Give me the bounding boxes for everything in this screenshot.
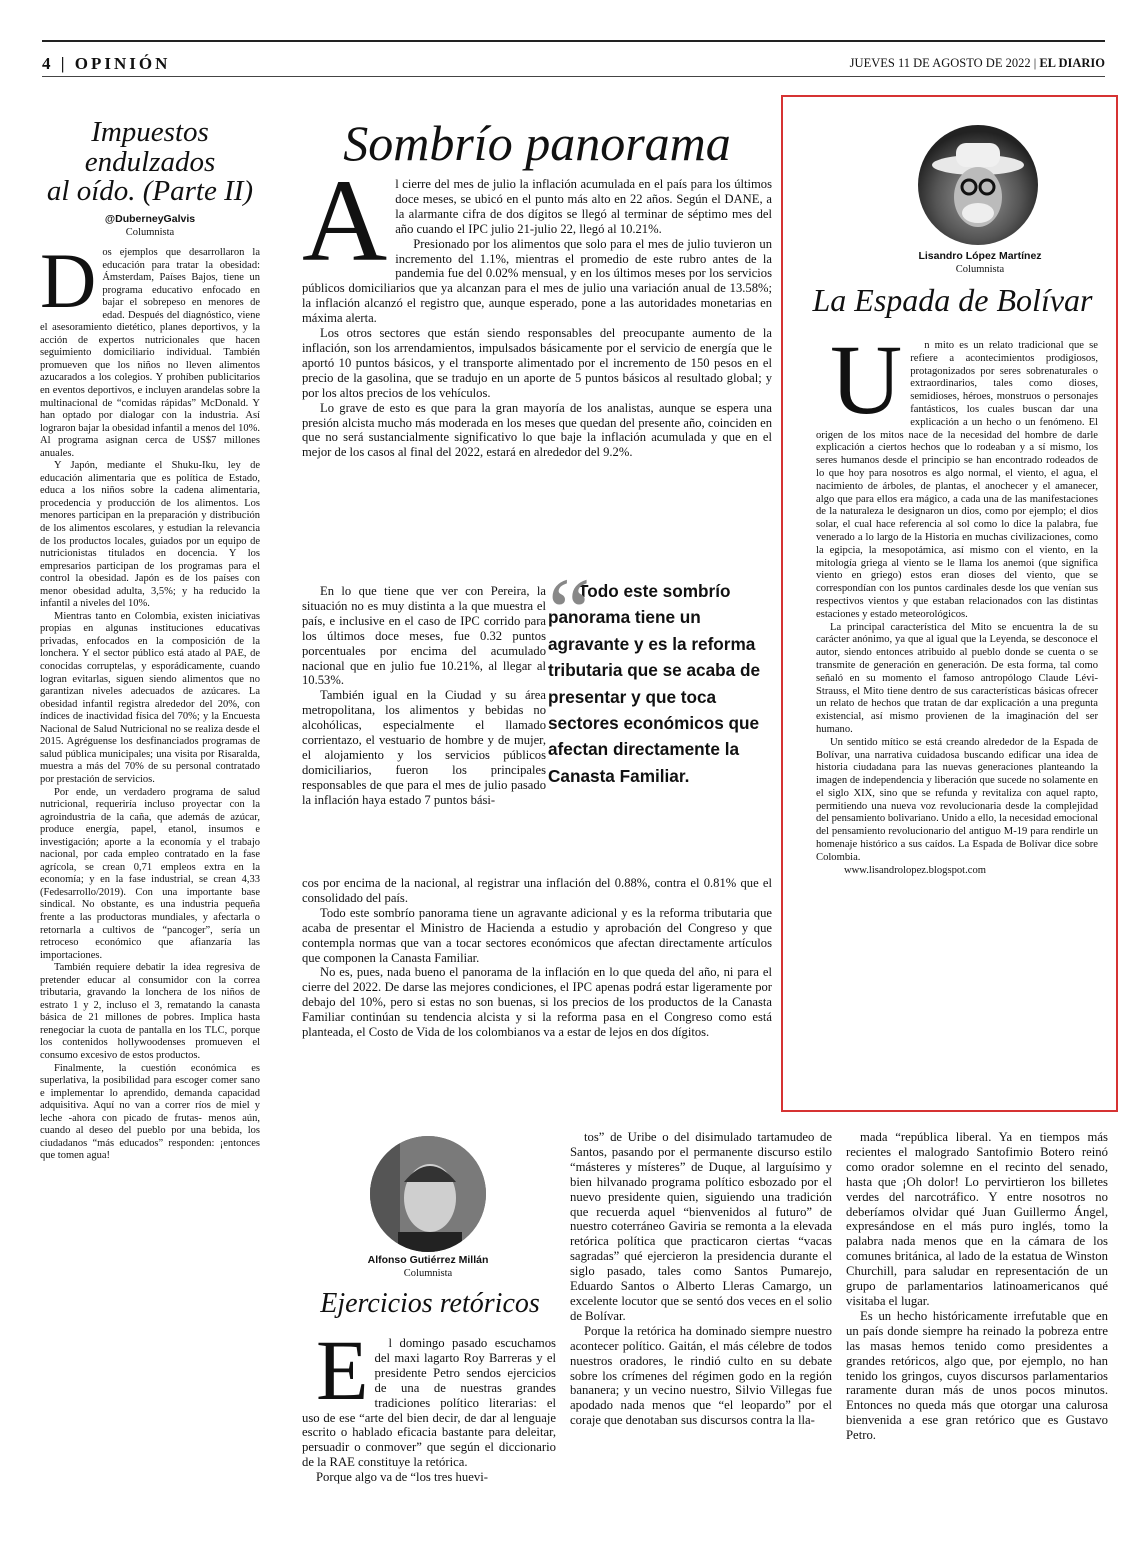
bottom-col-2: tos” de Uribe o del disimulado tartamudeo de Santos, pasando por el permanente discurso estilo “másteres y místeres” de Duque, al larguísimo y bien hilvanado programa político esbozado por el nuevo presidente quien, siguiendo una tradición que recuerda aquel “bienvenidos al futuro” de nuestro coterráneo Gaviria se remonta a la elevada retórica política que practicaron ciertas “vacas sagradas” qué ejercieron la presidencia durante el siglo pasado, tales como Santos Pumarejo, Eduardo Santos o Alberto Lleras Camargo, un excelente locutor que se sentó dos veces en el solio de Bolívar. Porque la retórica ha dominado siempre nuestro acontecer político. Gaitán, el más célebre de todos nuestros oradores, le rindió culto en su debate sobre los crímenes del régimen godo en la región bananera; y un vecino nuestro, Silvio Villegas fue apodado nada menos que “el leopardo” por el coraje que denotaban sus discursos contra la lla- [570, 1130, 832, 1428]
bottom-col-1: E l domingo pasado escuchamos del maxi lagarto Roy Barreras y el presidente Petro sendos ejercicios de una de nuestras grandes tradiciones político literarias: el uso de ese “arte del bien decir, de dar al lenguaje escrito o hablado eficacia bastante para deleitar, persuadir o conmover” que según el diccionario de la RAE constituye la retórica. Porque algo va de “los tres huevi- [302, 1336, 556, 1485]
issue-date: JUEVES 11 DE AGOSTO DE 2022 | EL DIARIO [849, 56, 1105, 70]
author-photo [918, 125, 1038, 245]
drop-cap: D [40, 236, 97, 324]
drop-cap: E [316, 1336, 369, 1418]
editorial-title: Sombrío panorama [343, 118, 731, 171]
drop-cap: U [830, 340, 903, 435]
right-column: U n mito es un relato tradicional que se refiere a acontecimientos prodigiosos, protagonizados por seres sobrenaturales o extraordinarios, tales como dioses, semidioses, héroes, monstruos o personajes fantásticos, los cuales buscan dar una explicación a un hecho o un fenómeno. El origen de los mitos nace de la necesidad del hombre de darle explicación a ciertos hechos que lo rodeaban y a sí mismo, los seres humanos desde el principio se han encontrado rodeados de lo que hoy para nosotros es algo normal, el viento, el agua, el nacimiento de árboles, de plantas, el anochecer y el amanecer, algo que para ellos era mágico, a cada una de las manifestaciones de la naturaleza le designaron un dios, como por ejemplo; el dios solar, el cual hace referencia al sol como lo dice la palabra, fue venerado a lo largo de la Historia en muchas civilizaciones, como la egipcia, la mesopotámica, así mismo con el viento, en la mitología griega al viento se le llama los anemoi (que significa viento en griego) estos eran dioses del viento, que se correspondían con los puntos cardinales desde los que venían sus respectivos vientos y que estaban relacionados con las distintas estaciones y estado meteorológicos. La principal característica del Mito se encuentra la de su carácter anónimo, ya que al igual que la Leyenda, se desconoce el autor, siendo entonces atribuido al pueblo donde se cuenta o se transmite de generación en generación. De esta forma, tal como señaló en su momento el famoso antropólogo Claude Lévi-Strauss, el Mito tiene dentro de sus características básicas ofrecer un relato de hechos que tratan de dar explicación a una pregunta existencial, así mismo provienen de la imaginación del ser humano. Un sentido mítico se está creando alrededor de la Espada de Bolívar, una narrativa cuidadosa buscando edificar una idea de historia ciudadana para las nuevas generaciones planteando la imagen de independencia y liberación que sucede no solamente en el siglo XIX, sino que se refunda y revitaliza con aquel rapto, permitiendo una nueva voz revolucionaria desde la complejidad del pensamiento bolivariano. Unido a ello, la necesidad emocional del pensamiento revolucionario del antiguo M-19 para rendirle un homenaje histórico a sus caídos. La Espada de Bolívar dice sobre Colombia. www.lisandrolopez.blogspot.com [816, 340, 1098, 876]
website-link[interactable]: www.lisandrolopez.blogspot.com [844, 864, 987, 876]
byline: Lisandro López Martínez Columnista [918, 250, 1042, 276]
editorial: Sombrío panorama Al cierre del mes de julio la inflación acumulada en el país para los últimos doce meses, se ubicó en el punto más alto en 22 años. Según el DANE, a la alarmante cifra de dos dígitos se llegó al terminar de séptimo mes del año cuando el IPC julio 21-julio 22, llegó al 10.21%. Presionado por los alimentos que solo para el mes de julio tuvieron un incremento del 1.1%, mientras el promedio de este rubro antes de la pandemia fue del 0.02% mensual, y en los últimos meses por los servicios públicos domiciliarios que ya alcanzan para el mes de julio una variación anual de 13.58%; la inflación alcanzó el registro que, aunque esperado, pone a las autoridades monetarias en máxima alerta. Los otros sectores que están siendo responsables del preocupante aumento de la inflación, son los arrendamientos, impulsados básicamente por el servicio de energía que le aportó 10 puntos básicos, y el transporte alimentado por el incremento de 150 pesos en el precio de la gasolina, que se tradujo en un aporte de 5 puntos básicos al resultado global; y por los altos precios de los vehículos. Lo grave de esto es que para la gran mayoría de los analistas, aunque se espera una presión alcista mucho más moderada en los meses que quedan del presente año, coinciden en que no será sustancialmente significativo lo que baje la inflación acumulada y que en el mejor de los casos al final del 2022, estará en alrededor del 9.2%. [302, 118, 772, 460]
column-title: Ejercicios retóricos [320, 1288, 540, 1319]
byline: Alfonso Gutiérrez Millán Columnista [367, 1254, 489, 1280]
section-label: 4 | OPINIÓN [42, 54, 171, 73]
page-header [42, 40, 1105, 77]
editorial-tail: cos por encima de la nacional, al registrar una inflación del 0.88%, contra el 0.81% que el consolidado del país. Todo este sombrío panorama tiene un agravante adicional y es la reforma tributaria que acaba de presentar el Ministro de Hacienda a estudio y aprobación del Congreso y que contempla normas que van a tocar sectores económicos que afectan directamente artículos que componen la Canasta Familiar. No es, pues, nada bueno el panorama de la inflación en lo que queda del año, ni para el cierre del 2022. De darse las mejores condiciones, el IPC apenas podrá estar ligeramente por debajo del 10%, pero si estas no son buenas, si los precios de los productos de la Canasta Familiar continúan su tendencia alcista y si la reforma pasa en el Congreso como está planteada, el Costo de Vida de los colombianos va a estar de lejos en dos dígitos. [302, 876, 772, 1040]
left-column: Impuestos endulzados al oído. (Parte II) @DuberneyGalvis Columnista Dos ejemplos que desarrollaron la educación para tratar la obesidad: Ámsterdam, Países Bajos, tiene un programa educativo enfocado en bajar el sobrepeso en menores de edad. Después del diagnóstico, viene el asesoramiento dietético, planes deportivos, y la acción de expertos nutricionales que hacen seguimiento domiciliario individual. También promueven que los niños no lleven alimentos azucarados a los colegios. Y prohíben publicitarios en eventos deportivos, e incluyen arandelas sobre la multinacional de “comidas rápidas” McDonald. Y han optado por dialogar con la industria. Así lograron bajar la obesidad infantil a menos del 10%. Al programa asignan cerca de US$7 millones anuales. Y Japón, mediante el Shuku-Iku, ley de educación alimentaria que es política de Estado, educa a los niños sobre la cadena alimentaria, procedencia y producción de los alimentos. Los menores participan en la preparación y distribución de los alimentos escolares, y estudian la relevancia de los productos locales, guiados por un equipo de nutricionistas titulados en docencia. Y los empresarios participan de los programas para el control la obesidad. Japón es de los países con menor obesidad adulta, 3,5%; y ha reducido la infantil a niveles del 10%. Mientras tanto en Colombia, existen iniciativas propias en algunas instituciones educativas privadas, enfocados en la composición de la lonchera. Y el sector público está atado al PAE, de conocidas corruptelas, y esporádicamente, cuando logran evitarlas, siguen siendo alimentos que no garantizan niveles adecuados de azúcares. La obesidad infantil registra alrededor del 20%, con índices de inactividad física del 70%; y la Encuesta Nacional de Salud Nutricional no se realiza desde el 2015. Agréguense los desfinanciados programas de salud pública municipales; una visita por Risaralda, muestra a más del 70% de su personal contratado por prestación de servicios. Por ende, un verdadero programa de salud nutricional, requeriría incluso proyectar con la agroindustria de la caña, que además de azúcar, produce energía, papel, etanol, insumos e investigación; aporte a la economía y el trabajo nacional, por cada empleo contratado en la fase agrícola, se crean 0,71 empleos extra en la economía; y en la fase industrial, se crean 4,33 (Fedesarrollo/2019). Con una importante base sindical. No obstante, es una industria pequeña frente a las productoras mundiales, y afectarla o retornarla a cultivos de “pancoger”, sería un retroceso económico que afianzaría las importaciones. También requiere debatir la idea regresiva de pretender educar al consumidor con la correa tributaria, gravando la lonchera de los niños de estrato 1 y 2, incluso el 3, rematando la canasta básica de 21 millones de pobres. Implica hasta renegociar la cuota de pantalla en los TLC, porque los contenidos hollywoodenses promueven el consumo excesivo de estos productos. Finalmente, la cuestión económica es superlativa, la posibilidad para escoger comer sano e implementar lo aprendido, demanda capacidad adquisitiva. Aquí no van a correr ríos de miel y leche -ahora con picado de frutas- menos aún, cuando al deseo del pueblo por una bebida, los ciudadanos “más educados” responden: ¡entonces que tomen agua! [40, 118, 260, 1162]
pull-quote: “ Todo este sombrío panorama tiene un agravante y es la reforma tributaria que se acaba de presentar y que toca sectores económicos que afectan directamente la Canasta Familiar. [548, 558, 761, 786]
editorial-narrow: En lo que tiene que ver con Pereira, la situación no es muy distinta a la que muestra el país, e inclusive en el caso de IPC corrido para los últimos doce meses, fue 0.32 puntos porcentuales por encima del acumulado nacional que en julio fue 10.21%, al llegar al 10.53%. También igual en la Ciudad y su área metropolitana, los alimentos y bebidas no alcohólicas, especialmente el llamado corrientazo, el vestuario de hombre y de mujer, el alojamiento y los servicios públicos domiciliarios, fueron los principales responsables de que para el mes de julio pasado la inflación haya estado 7 puntos bási- [302, 584, 546, 807]
author-photo [370, 1136, 486, 1252]
byline: @DuberneyGalvis Columnista [104, 212, 196, 238]
quote-mark-icon: “ [548, 558, 591, 665]
column-title: La Espada de Bolívar [812, 282, 1093, 318]
column-title: Impuestos endulzados al oído. (Parte II) [46, 118, 254, 208]
bottom-col-3: mada “república liberal. Ya en tiempos más recientes el malogrado Santofimio Botero reinó como orador solemne en el recinto del senado, hasta que ¡Oh dolor! Lo pervirtieron los billetes verdes del narcotráfico. Y entre nosotros no deberíamos olvidar qué Juan Guillermo Ángel, expresándose en el más puro inglés, tomo la palabra nada menos que en la cámara de los comunes británica, al lado de la estatua de Winston Churchill, para saludar en representación de un grupo de parlamentarios latinoamericanos qué visitaba el lugar. Es un hecho históricamente irrefutable que en un país donde siempre ha reinado la pobreza entre las masas hemos tenido como presidentes a grandes retóricos, algo que, por ejemplo, no han tenido los gringos, cuyos discursos parlamentarios raramente duran más de unos pocos minutos. Entonces no queda más que otorgar una calurosa bienvenida a ese gran retórico que es Gustavo Petro. [846, 1130, 1108, 1443]
drop-cap: A [302, 155, 388, 286]
